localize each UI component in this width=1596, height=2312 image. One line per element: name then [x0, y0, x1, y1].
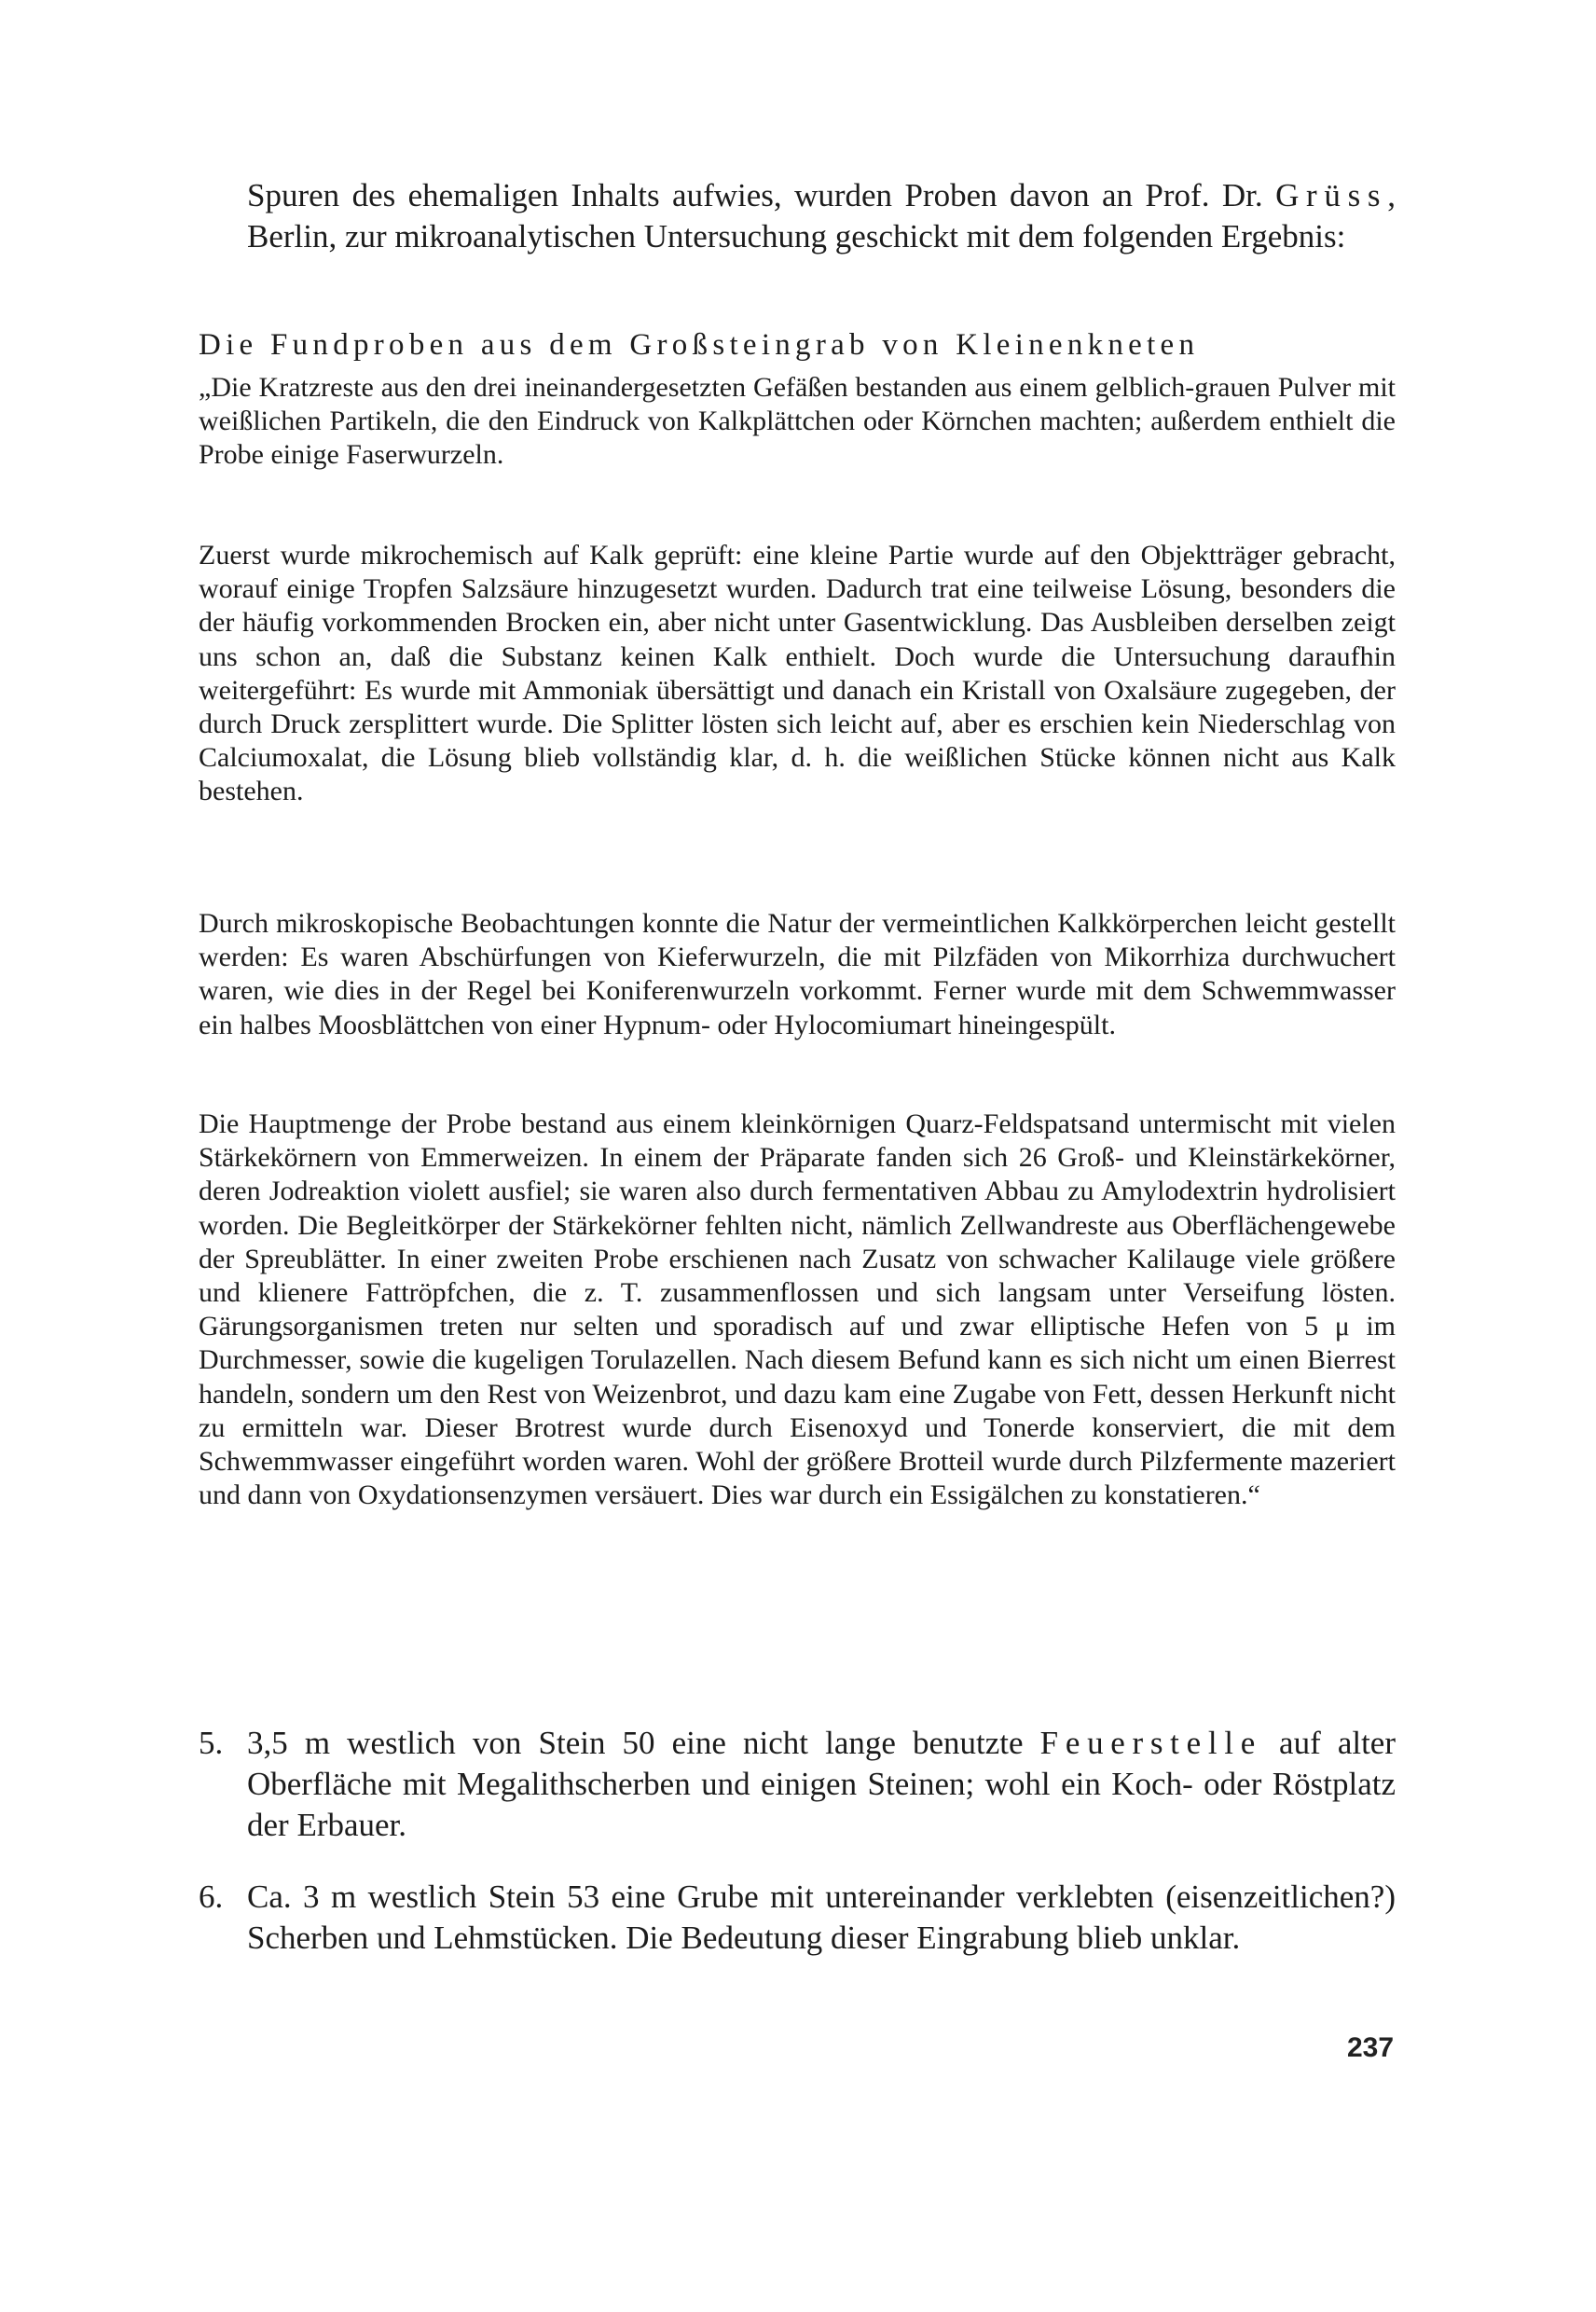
- list-text-before: 3,5 m westlich von Stein 50 eine nicht lange benutzte: [247, 1725, 1040, 1761]
- list-text-before: Ca. 3 m westlich Stein 53 eine Grube mit untereinander verklebten (eisenzeitlichen?) Scherben und Lehmstücken. Die Bedeutung dieser Eingrabung blieb unklar.: [247, 1878, 1396, 1956]
- report-paragraph-3: Durch mikroskopische Beobachtungen konnte die Natur der vermeintlichen Kalkkörperchen leicht gestellt werden: Es waren Abschürfungen von Kieferwurzeln, die mit Pilzfäden von Mikorrhiza durchwuchert waren, wie dies in der Regel bei Koniferenwurzeln vorkommt. Ferner wurde mit dem Schwemmwasser ein halbes Moosblättchen von einer Hypnum- oder Hylocomiumart hineingespült.: [199, 908, 1396, 1040]
- report-heading: Die Fundproben aus dem Großsteingrab von Kleinenkneten: [199, 328, 1200, 362]
- list-text: [247, 1723, 1396, 1846]
- list-item-6: [199, 1877, 1396, 1959]
- intro-text-end: , Berlin, zur mikroanalytischen Untersuchung geschickt mit dem folgenden Ergebnis:: [247, 177, 1396, 255]
- list-number: 5.: [199, 1725, 224, 1761]
- list-text-after: auf alter Oberfläche mit Megalithscherben und einigen Steinen; wohl ein Koch- oder Röstplatz der Erbauer.: [247, 1725, 1396, 1843]
- page-number: 237: [1347, 2032, 1395, 2063]
- intro-paragraph: [247, 175, 1396, 257]
- list-text: [247, 1877, 1396, 1959]
- intro-text-start: Spuren des ehemaligen Inhalts aufwies, wurden Proben davon an Prof. Dr.: [247, 177, 1276, 213]
- list-item-5: [199, 1723, 1396, 1846]
- list-number: 6.: [199, 1878, 224, 1915]
- report-paragraph-2: Zuerst wurde mikrochemisch auf Kalk geprüft: eine kleine Partie wurde auf den Objektträger gebracht, worauf einige Tropfen Salzsäure hinzugesetzt wurden. Dadurch trat eine teilweise Lösung, besonders die der häufig vorkommenden Brocken ein, aber nicht unter Gasentwicklung. Das Ausbleiben derselben zeigt uns schon an, daß die Substanz keinen Kalk enthielt. Doch wurde die Untersuchung daraufhin weitergeführt: Es wurde mit Ammoniak übersättigt und danach ein Kristall von Oxalsäure zugegeben, der durch Druck zersplittert wurde. Die Splitter lösten sich leicht auf, aber es erschien kein Niederschlag von Calciumoxalat, die Lösung blieb vollständig klar, d. h. die weißlichen Stücke können nicht aus Kalk bestehen.: [199, 540, 1396, 807]
- report-paragraph-1: „Die Kratzreste aus den drei ineinandergesetzten Gefäßen bestanden aus einem gelblich-grauen Pulver mit weißlichen Partikeln, die den Eindruck von Kalkplättchen oder Körnchen machten; außerdem enthielt die Probe einige Faserwurzeln.: [199, 372, 1396, 471]
- report-paragraph-4: Die Hauptmenge der Probe bestand aus einem kleinkörnigen Quarz-Feldspatsand untermischt mit vielen Stärkekörnern von Emmerweizen. In einem der Präparate fanden sich 26 Groß- und Kleinstärkekörner, deren Jodreaktion violett ausfiel; sie waren also durch fermentativen Abbau zu Amylodextrin hydrolisiert worden. Die Begleitkörper der Stärkekörner fehlten nicht, nämlich Zellwandreste aus Oberflächengewebe der Spreublätter. In einer zweiten Probe erschienen nach Zusatz von schwacher Kalilauge viele größere und klienere Fattröpfchen, die z. T. zusammenflossen und sich langsam unter Verseifung lösten. Gärungsorganismen treten nur selten und sporadisch auf und zwar elliptische Hefen von 5 μ im Durchmesser, sowie die kugeligen Torulazellen. Nach diesem Befund kann es sich nicht um einen Bierrest handeln, sondern um den Rest von Weizenbrot, und dazu kam eine Zugabe von Fett, dessen Herkunft nicht zu ermitteln war. Dieser Brotrest wurde durch Eisenoxyd und Tonerde konserviert, die mit dem Schwemmwasser eingeführt worden waren. Wohl der größere Brotteil wurde durch Pilzfermente mazeriert und dann von Oxydationsenzymen versäuert. Dies war durch ein Essigälchen zu konstatieren.“: [199, 1108, 1396, 1511]
- intro-author-name: Grüss: [1275, 177, 1388, 213]
- list-emphasized-word: Feuerstelle: [1039, 1725, 1262, 1761]
